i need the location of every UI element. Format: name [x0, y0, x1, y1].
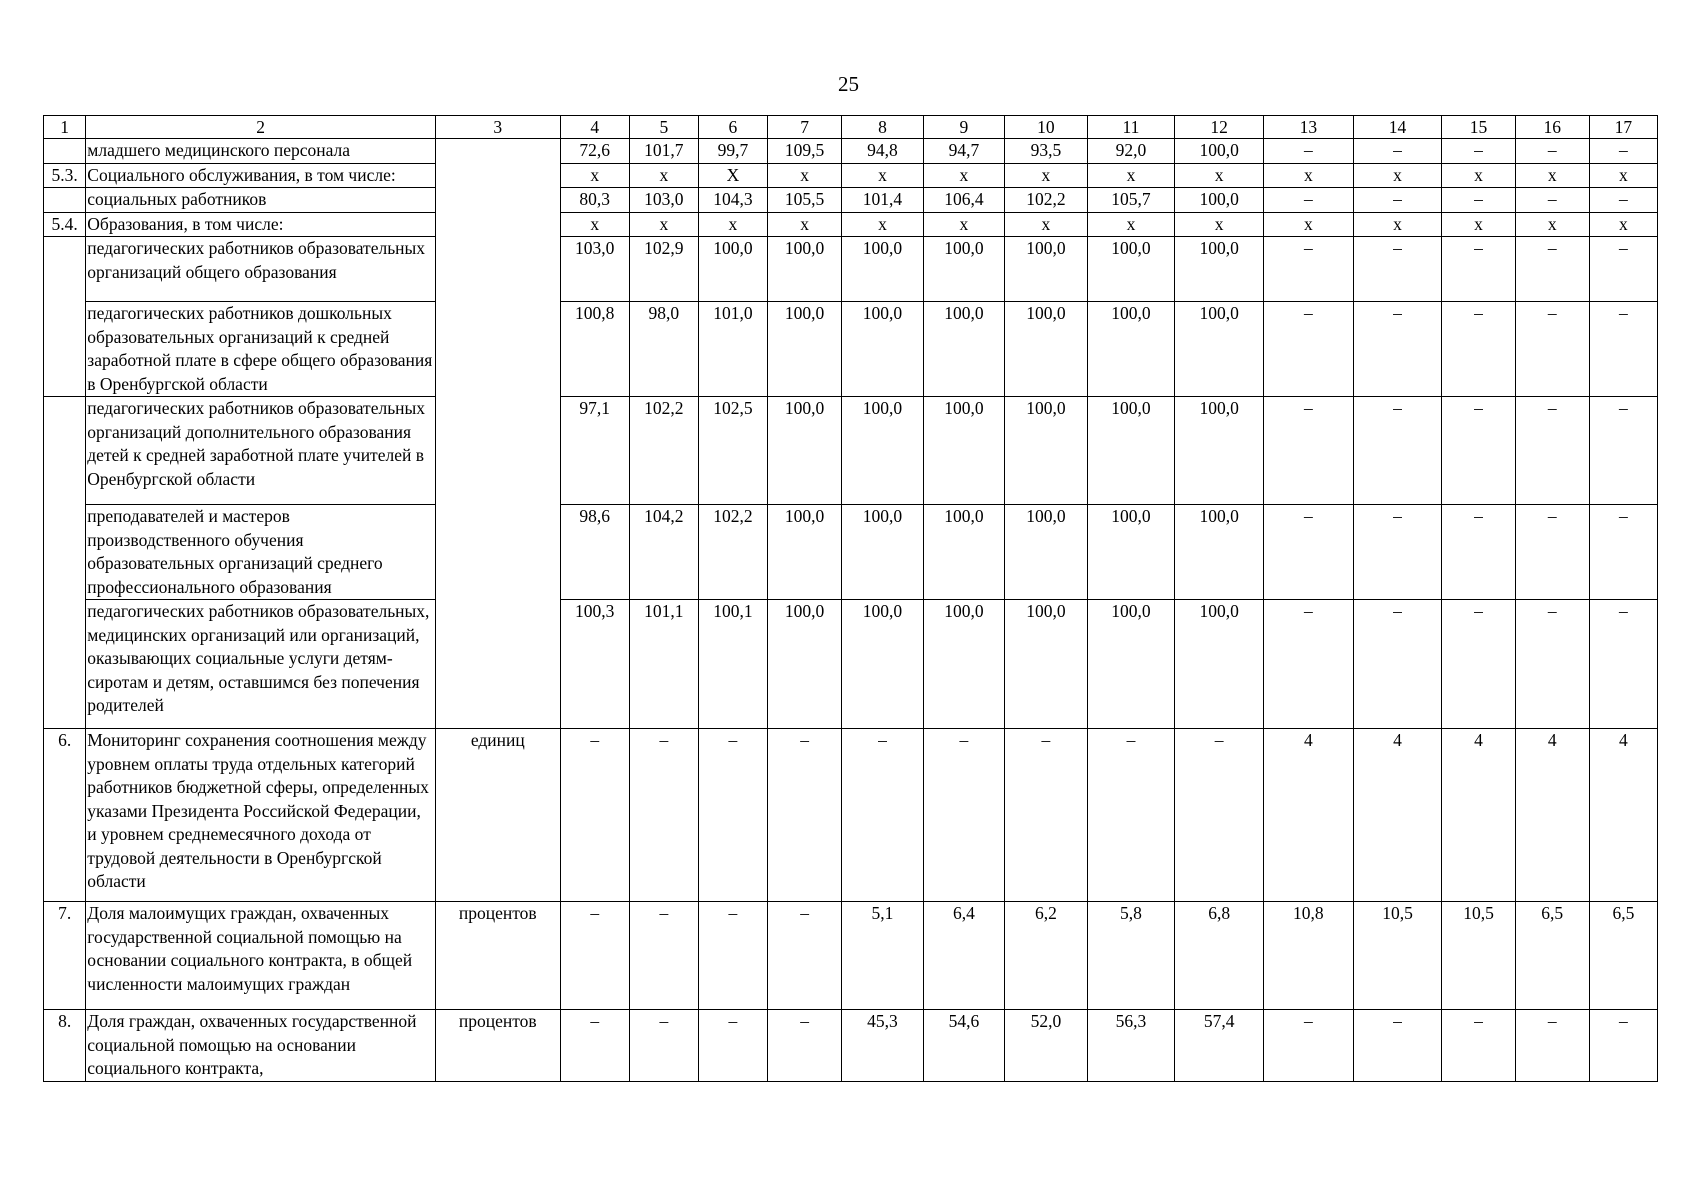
- value-cell: Х: [698, 163, 767, 188]
- value-cell: х: [842, 163, 923, 188]
- value-cell: –: [1353, 1010, 1442, 1082]
- row-number: [44, 237, 86, 302]
- value-cell: х: [767, 163, 841, 188]
- value-cell: х: [1353, 163, 1442, 188]
- value-cell: 94,7: [923, 139, 1004, 164]
- value-cell: –: [1589, 188, 1657, 213]
- indicator-name: Образования, в том числе:: [86, 212, 436, 237]
- value-cell: 100,0: [923, 302, 1004, 397]
- value-cell: –: [1589, 237, 1657, 302]
- value-cell: х: [1589, 163, 1657, 188]
- value-cell: 100,0: [842, 302, 923, 397]
- value-cell: 103,0: [629, 188, 698, 213]
- value-cell: –: [1263, 600, 1353, 729]
- value-cell: –: [698, 902, 767, 1010]
- unit-of-measure: [435, 188, 560, 213]
- table-row: [44, 212, 1658, 237]
- value-cell: –: [1353, 302, 1442, 397]
- value-cell: 101,0: [698, 302, 767, 397]
- value-cell: 6,4: [923, 902, 1004, 1010]
- value-cell: 104,2: [629, 505, 698, 600]
- value-cell: 102,2: [1005, 188, 1088, 213]
- indicator-name: Доля граждан, охваченных государственной социальной помощью на основании социального контракта,: [86, 1010, 436, 1082]
- row-number: [44, 188, 86, 213]
- value-cell: 100,8: [560, 302, 629, 397]
- value-cell: 100,0: [1087, 237, 1175, 302]
- value-cell: 100,0: [698, 237, 767, 302]
- value-cell: –: [629, 902, 698, 1010]
- indicator-name: педагогических работников образовательных, медицинских организаций или организаций, оказывающих социальные услуги детям-сиротам и детям, оставшимся без попечения родителей: [86, 600, 436, 729]
- row-number: 7.: [44, 902, 86, 1010]
- value-cell: 100,0: [1005, 600, 1088, 729]
- value-cell: х: [629, 212, 698, 237]
- value-cell: х: [1263, 163, 1353, 188]
- value-cell: –: [1442, 397, 1515, 505]
- value-cell: 56,3: [1087, 1010, 1175, 1082]
- value-cell: х: [1087, 163, 1175, 188]
- value-cell: х: [1005, 212, 1088, 237]
- value-cell: –: [767, 1010, 841, 1082]
- value-cell: 100,0: [842, 600, 923, 729]
- value-cell: х: [1175, 163, 1264, 188]
- table-row: [44, 729, 1658, 902]
- unit-of-measure: [435, 302, 560, 397]
- value-cell: х: [1515, 163, 1589, 188]
- value-cell: х: [1515, 212, 1589, 237]
- value-cell: 98,0: [629, 302, 698, 397]
- value-cell: х: [1263, 212, 1353, 237]
- indicator-name: Социального обслуживания, в том числе:: [86, 163, 436, 188]
- value-cell: х: [1442, 212, 1515, 237]
- value-cell: –: [1515, 397, 1589, 505]
- value-cell: –: [1515, 600, 1589, 729]
- value-cell: 72,6: [560, 139, 629, 164]
- value-cell: 52,0: [1005, 1010, 1088, 1082]
- value-cell: –: [1442, 237, 1515, 302]
- value-cell: 6,2: [1005, 902, 1088, 1010]
- value-cell: –: [1087, 729, 1175, 902]
- value-cell: –: [560, 729, 629, 902]
- row-number: [44, 397, 86, 505]
- value-cell: –: [1442, 505, 1515, 600]
- value-cell: 104,3: [698, 188, 767, 213]
- value-cell: 5,8: [1087, 902, 1175, 1010]
- value-cell: –: [1263, 237, 1353, 302]
- value-cell: х: [767, 212, 841, 237]
- indicators-table: [43, 115, 1658, 1082]
- value-cell: 100,0: [767, 397, 841, 505]
- value-cell: –: [1589, 600, 1657, 729]
- table-row: [44, 139, 1658, 164]
- indicator-name: педагогических работников образовательных организаций общего образования: [86, 237, 436, 302]
- row-number: 5.3.: [44, 163, 86, 188]
- value-cell: 97,1: [560, 397, 629, 505]
- page-number: 25: [838, 72, 859, 96]
- value-cell: 102,9: [629, 237, 698, 302]
- value-cell: х: [1087, 212, 1175, 237]
- value-cell: 100,0: [1005, 302, 1088, 397]
- value-cell: 101,7: [629, 139, 698, 164]
- unit-of-measure: [435, 237, 560, 302]
- column-header: 4: [560, 116, 629, 139]
- table-row: [44, 302, 1658, 397]
- value-cell: –: [1263, 139, 1353, 164]
- table-row: [44, 600, 1658, 729]
- value-cell: –: [767, 729, 841, 902]
- unit-of-measure: процентов: [435, 1010, 560, 1082]
- value-cell: –: [1442, 1010, 1515, 1082]
- table-row: [44, 1010, 1658, 1082]
- value-cell: –: [1353, 600, 1442, 729]
- value-cell: х: [1175, 212, 1264, 237]
- value-cell: 98,6: [560, 505, 629, 600]
- value-cell: –: [560, 902, 629, 1010]
- value-cell: –: [1515, 237, 1589, 302]
- value-cell: 45,3: [842, 1010, 923, 1082]
- indicator-name: Мониторинг сохранения соотношения между уровнем оплаты труда отдельных категорий работников бюджетной сферы, определенных указами Президента Российской Федерации, и уровнем среднемесячного дохода от трудовой деятельности в Оренбургской области: [86, 729, 436, 902]
- value-cell: –: [560, 1010, 629, 1082]
- column-header: 11: [1087, 116, 1175, 139]
- value-cell: –: [629, 729, 698, 902]
- value-cell: 100,0: [842, 505, 923, 600]
- value-cell: 100,0: [767, 600, 841, 729]
- value-cell: 100,0: [1175, 139, 1264, 164]
- value-cell: –: [629, 1010, 698, 1082]
- value-cell: х: [923, 163, 1004, 188]
- value-cell: –: [767, 902, 841, 1010]
- value-cell: –: [698, 1010, 767, 1082]
- unit-of-measure: [435, 397, 560, 505]
- value-cell: 100,0: [1087, 600, 1175, 729]
- value-cell: х: [1589, 212, 1657, 237]
- value-cell: 100,0: [1175, 237, 1264, 302]
- value-cell: 4: [1263, 729, 1353, 902]
- unit-of-measure: [435, 139, 560, 164]
- column-header: 9: [923, 116, 1004, 139]
- value-cell: 100,0: [767, 302, 841, 397]
- value-cell: 6,8: [1175, 902, 1264, 1010]
- row-number: [44, 302, 86, 397]
- value-cell: 102,2: [629, 397, 698, 505]
- value-cell: 4: [1442, 729, 1515, 902]
- column-header: 12: [1175, 116, 1264, 139]
- value-cell: –: [1353, 397, 1442, 505]
- value-cell: –: [1442, 600, 1515, 729]
- value-cell: –: [1353, 505, 1442, 600]
- value-cell: –: [1589, 1010, 1657, 1082]
- row-number: 6.: [44, 729, 86, 902]
- indicator-name: младшего медицинского персонала: [86, 139, 436, 164]
- value-cell: 100,0: [1175, 505, 1264, 600]
- column-header: 5: [629, 116, 698, 139]
- value-cell: х: [1442, 163, 1515, 188]
- value-cell: –: [1263, 505, 1353, 600]
- row-number: [44, 505, 86, 600]
- column-header: 13: [1263, 116, 1353, 139]
- value-cell: –: [1263, 1010, 1353, 1082]
- row-number: [44, 600, 86, 729]
- column-header: 1: [44, 116, 86, 139]
- value-cell: 105,7: [1087, 188, 1175, 213]
- value-cell: х: [1005, 163, 1088, 188]
- value-cell: 4: [1589, 729, 1657, 902]
- value-cell: –: [1515, 1010, 1589, 1082]
- value-cell: 100,0: [923, 397, 1004, 505]
- value-cell: 100,0: [1005, 397, 1088, 505]
- indicator-name: социальных работников: [86, 188, 436, 213]
- column-header: 8: [842, 116, 923, 139]
- value-cell: х: [923, 212, 1004, 237]
- value-cell: 100,0: [1175, 600, 1264, 729]
- value-cell: –: [698, 729, 767, 902]
- indicator-name: Доля малоимущих граждан, охваченных государственной социальной помощью на основании социального контракта, в общей численности малоимущих граждан: [86, 902, 436, 1010]
- value-cell: –: [1442, 302, 1515, 397]
- value-cell: 100,0: [767, 237, 841, 302]
- value-cell: 100,0: [1087, 505, 1175, 600]
- value-cell: 100,3: [560, 600, 629, 729]
- value-cell: 106,4: [923, 188, 1004, 213]
- value-cell: –: [1589, 505, 1657, 600]
- value-cell: –: [1353, 237, 1442, 302]
- value-cell: 99,7: [698, 139, 767, 164]
- value-cell: 100,0: [923, 600, 1004, 729]
- value-cell: 100,0: [1005, 237, 1088, 302]
- value-cell: х: [560, 212, 629, 237]
- value-cell: –: [1515, 505, 1589, 600]
- value-cell: 10,8: [1263, 902, 1353, 1010]
- value-cell: 94,8: [842, 139, 923, 164]
- value-cell: –: [1589, 397, 1657, 505]
- value-cell: –: [1353, 139, 1442, 164]
- value-cell: 101,1: [629, 600, 698, 729]
- value-cell: 100,0: [1175, 188, 1264, 213]
- value-cell: 6,5: [1515, 902, 1589, 1010]
- table-row: [44, 505, 1658, 600]
- unit-of-measure: [435, 212, 560, 237]
- value-cell: 80,3: [560, 188, 629, 213]
- value-cell: х: [560, 163, 629, 188]
- table-row: [44, 237, 1658, 302]
- value-cell: 100,0: [842, 237, 923, 302]
- column-header: 7: [767, 116, 841, 139]
- value-cell: 6,5: [1589, 902, 1657, 1010]
- value-cell: –: [1589, 139, 1657, 164]
- unit-of-measure: [435, 600, 560, 729]
- unit-of-measure: единиц: [435, 729, 560, 902]
- value-cell: 100,0: [1005, 505, 1088, 600]
- value-cell: 100,0: [1175, 302, 1264, 397]
- row-number: 5.4.: [44, 212, 86, 237]
- column-header: 17: [1589, 116, 1657, 139]
- value-cell: –: [1175, 729, 1264, 902]
- row-number: [44, 139, 86, 164]
- table-row: [44, 188, 1658, 213]
- value-cell: 92,0: [1087, 139, 1175, 164]
- value-cell: 101,4: [842, 188, 923, 213]
- column-header: 2: [86, 116, 436, 139]
- value-cell: 105,5: [767, 188, 841, 213]
- column-header: 15: [1442, 116, 1515, 139]
- table-row: [44, 163, 1658, 188]
- value-cell: –: [1263, 302, 1353, 397]
- table-row: [44, 902, 1658, 1010]
- row-number: 8.: [44, 1010, 86, 1082]
- value-cell: –: [1442, 188, 1515, 213]
- value-cell: –: [1005, 729, 1088, 902]
- column-header: 3: [435, 116, 560, 139]
- value-cell: 54,6: [923, 1010, 1004, 1082]
- value-cell: 103,0: [560, 237, 629, 302]
- value-cell: х: [1353, 212, 1442, 237]
- value-cell: 100,0: [923, 237, 1004, 302]
- value-cell: 100,0: [842, 397, 923, 505]
- value-cell: 100,0: [1175, 397, 1264, 505]
- column-header: 10: [1005, 116, 1088, 139]
- unit-of-measure: [435, 163, 560, 188]
- value-cell: –: [1515, 139, 1589, 164]
- indicator-name: преподавателей и мастеров производственного обучения образовательных организаций среднего профессионального образования: [86, 505, 436, 600]
- value-cell: 93,5: [1005, 139, 1088, 164]
- value-cell: х: [698, 212, 767, 237]
- column-header: 14: [1353, 116, 1442, 139]
- value-cell: 57,4: [1175, 1010, 1264, 1082]
- value-cell: –: [1263, 397, 1353, 505]
- value-cell: –: [842, 729, 923, 902]
- value-cell: 100,1: [698, 600, 767, 729]
- value-cell: –: [1442, 139, 1515, 164]
- unit-of-measure: процентов: [435, 902, 560, 1010]
- unit-of-measure: [435, 505, 560, 600]
- column-number-header-row: [44, 116, 1658, 139]
- indicator-name: педагогических работников образовательных организаций дополнительного образования детей к средней заработной плате учителей в Оренбургской области: [86, 397, 436, 505]
- value-cell: –: [1515, 302, 1589, 397]
- value-cell: 4: [1515, 729, 1589, 902]
- column-header: 16: [1515, 116, 1589, 139]
- value-cell: 100,0: [767, 505, 841, 600]
- value-cell: 102,2: [698, 505, 767, 600]
- value-cell: 102,5: [698, 397, 767, 505]
- value-cell: –: [1515, 188, 1589, 213]
- value-cell: –: [1589, 302, 1657, 397]
- value-cell: –: [1353, 188, 1442, 213]
- value-cell: х: [629, 163, 698, 188]
- value-cell: 5,1: [842, 902, 923, 1010]
- value-cell: 109,5: [767, 139, 841, 164]
- value-cell: 100,0: [1087, 397, 1175, 505]
- value-cell: 100,0: [923, 505, 1004, 600]
- value-cell: 10,5: [1353, 902, 1442, 1010]
- value-cell: 10,5: [1442, 902, 1515, 1010]
- value-cell: 100,0: [1087, 302, 1175, 397]
- value-cell: –: [1263, 188, 1353, 213]
- value-cell: 4: [1353, 729, 1442, 902]
- table-row: [44, 397, 1658, 505]
- indicator-name: педагогических работников дошкольных образовательных организаций к средней заработной плате в сфере общего образования в Оренбургской области: [86, 302, 436, 397]
- value-cell: х: [842, 212, 923, 237]
- column-header: 6: [698, 116, 767, 139]
- value-cell: –: [923, 729, 1004, 902]
